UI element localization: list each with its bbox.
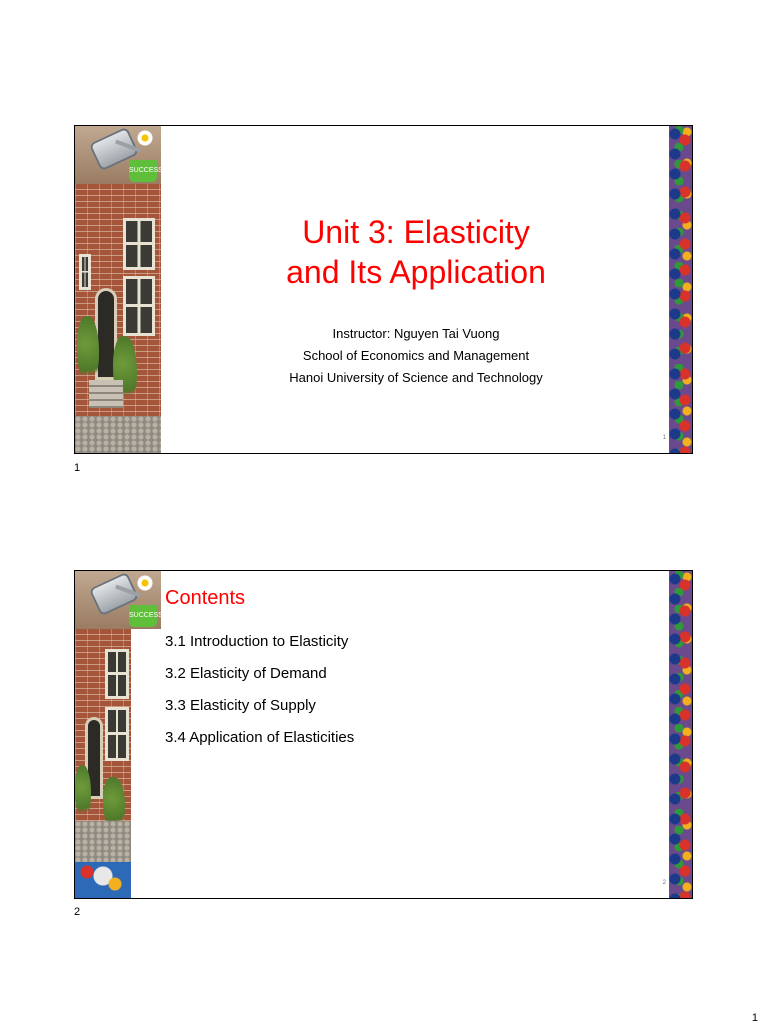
mosaic-strip-image [669, 126, 692, 453]
slide-2 [74, 570, 693, 899]
university-line: Hanoi University of Science and Technology [289, 370, 543, 385]
window-image [105, 649, 129, 699]
steps-image [89, 380, 123, 408]
slide-number: 2 [662, 880, 666, 886]
instructor-line: Instructor: Nguyen Tai Vuong [332, 326, 500, 341]
cobblestone-image [75, 416, 161, 454]
ivy-image [75, 765, 91, 821]
mosaic-thumbnail-image [75, 862, 131, 898]
flower-icon [137, 575, 153, 591]
contents-title: Contents [165, 587, 246, 609]
list-item: 3.3 Elasticity of Supply [165, 697, 316, 714]
slide-number: 1 [662, 435, 666, 441]
list-item: 3.4 Application of Elasticities [165, 729, 355, 746]
success-pot: SUCCESS [129, 160, 157, 182]
list-item: 3.1 Introduction to Elasticity [165, 633, 349, 650]
slide-1 [74, 125, 693, 454]
success-pot: SUCCESS [129, 605, 157, 627]
slide-2-label: 2 [74, 906, 81, 918]
school-line: School of Economics and Management [302, 348, 530, 363]
slide-1-label: 1 [74, 462, 81, 474]
mosaic-strip-image [669, 571, 692, 898]
window-image [123, 218, 155, 270]
slide-title: Unit 3: Elasticity and Its Application [286, 214, 546, 290]
left-decorative-panel [75, 126, 161, 453]
watering-can-image [75, 571, 161, 629]
contents-list [165, 631, 354, 759]
ivy-image [77, 316, 99, 386]
list-item: 3.2 Elasticity of Demand [165, 665, 327, 682]
slide-subtitle [161, 323, 671, 389]
cobblestone-image [75, 821, 131, 863]
watering-can-image [75, 126, 161, 184]
flower-icon [137, 130, 153, 146]
page-number: 1 [751, 1012, 758, 1024]
left-decorative-panel [75, 571, 161, 898]
